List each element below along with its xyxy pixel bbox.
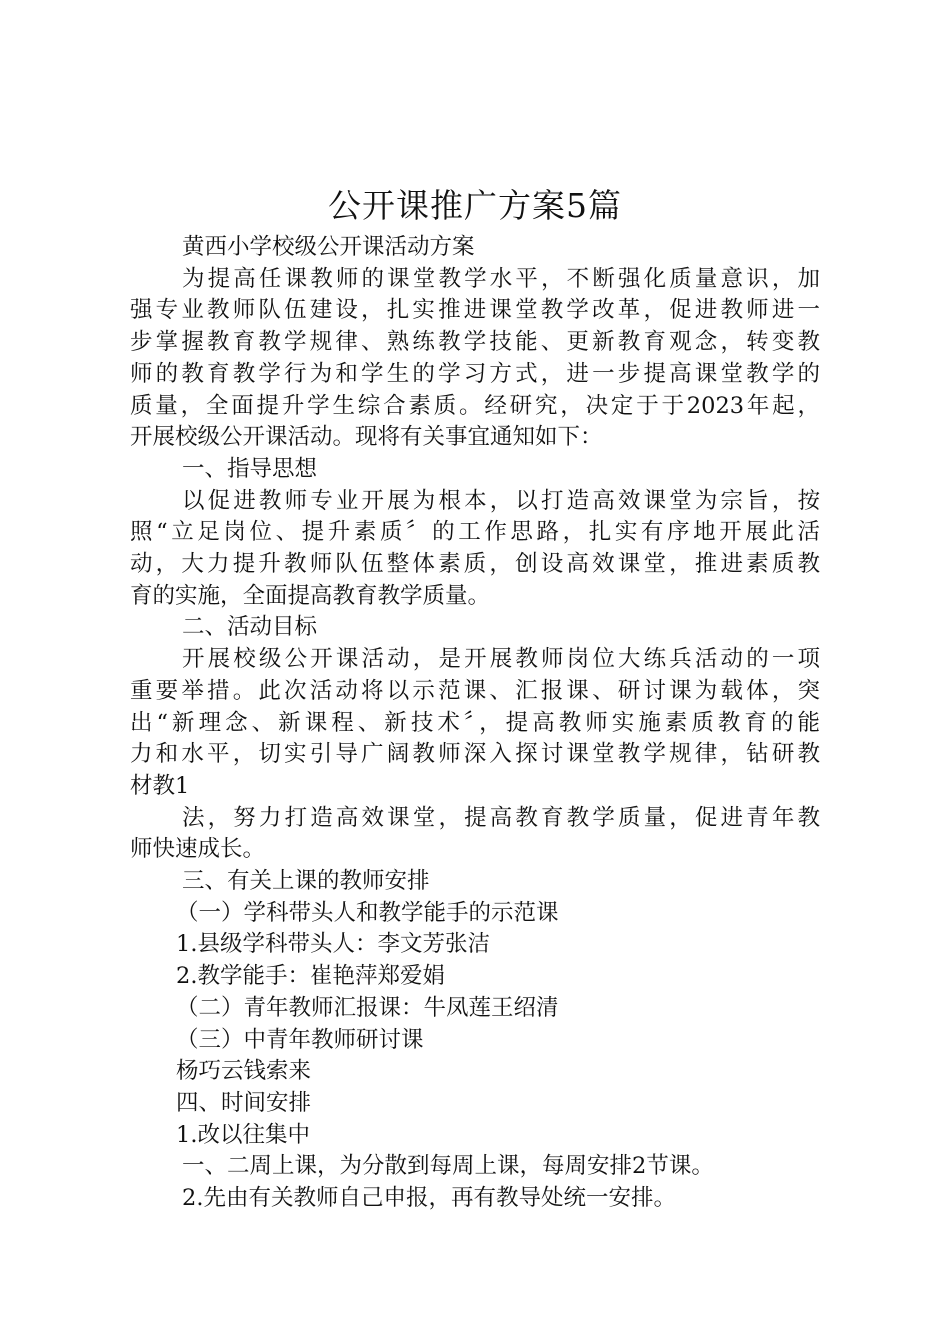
text-line: 重要举措。此次活动将以示范课、汇报课、研讨课为载体，突 [130,677,820,704]
text-line: 1.改以往集中 [176,1121,310,1148]
text-line: 师快速成长。 [130,836,266,863]
text-line: 步掌握教育教学规律、熟练教学技能、更新教育观念，转变教 [130,329,820,356]
text-line: 师的教育教学行为和学生的学习方式，进一步提高课堂教学的 [130,360,820,387]
text-line: （二）青年教师汇报课：牛凤莲王绍清 [176,994,559,1021]
text-line: 照“立足岗位、提升素质〞的工作思路，扎实有序地开展此活 [130,519,820,546]
text-line: 育的实施，全面提高教育教学质量。 [130,582,491,609]
text-line: 2.教学能手：崔艳萍郑爱娟 [176,963,445,990]
text-line: 一、指导思想 [182,455,318,482]
text-line: 以促进教师专业开展为根本，以打造高效课堂为宗旨，按 [182,487,820,514]
document-body [130,232,820,1215]
text-line: 开展校级公开课活动。现将有关事宜通知如下： [130,424,603,451]
text-line: 杨巧云钱索来 [176,1058,312,1085]
text-line: 质量，全面提升学生综合素质。经研究，决定于于2023年起， [130,392,820,419]
text-line: 力和水平，切实引导广阔教师深入探讨课堂教学规律，钻研教 [130,741,820,768]
text-line: 为提高任课教师的课堂教学水平，不断强化质量意识，加 [182,265,820,292]
document-title: 公开课推广方案5篇 [328,186,622,225]
text-line: （一）学科带头人和教学能手的示范课 [176,899,559,926]
text-line: 三、有关上课的教师安排 [182,868,430,895]
text-line: 二、活动目标 [182,614,318,641]
text-line: 法，努力打造高效课堂，提高教育教学质量，促进青年教 [182,804,820,831]
text-line: 2.先由有关教师自己申报，再有教导处统一安排。 [182,1185,676,1212]
text-line: 一、二周上课，为分散到每周上课，每周安排2节课。 [182,1153,714,1180]
text-line: 强专业教师队伍建设，扎实推进课堂教学改革，促进教师进一 [130,297,820,324]
text-line: 出“新理念、新课程、新技术〞，提高教师实施素质教育的能 [130,709,820,736]
text-line: （三）中青年教师研讨课 [176,1026,424,1053]
text-line: 1.县级学科带头人：李文芳张洁 [176,931,490,958]
text-line: 动，大力提升教师队伍整体素质，创设高效课堂，推进素质教 [130,551,820,578]
text-line: 黄西小学校级公开课活动方案 [182,234,475,260]
text-line: 开展校级公开课活动，是开展教师岗位大练兵活动的一项 [182,646,820,673]
text-line: 材教1 [130,772,190,799]
text-line: 四、时间安排 [176,1089,312,1116]
